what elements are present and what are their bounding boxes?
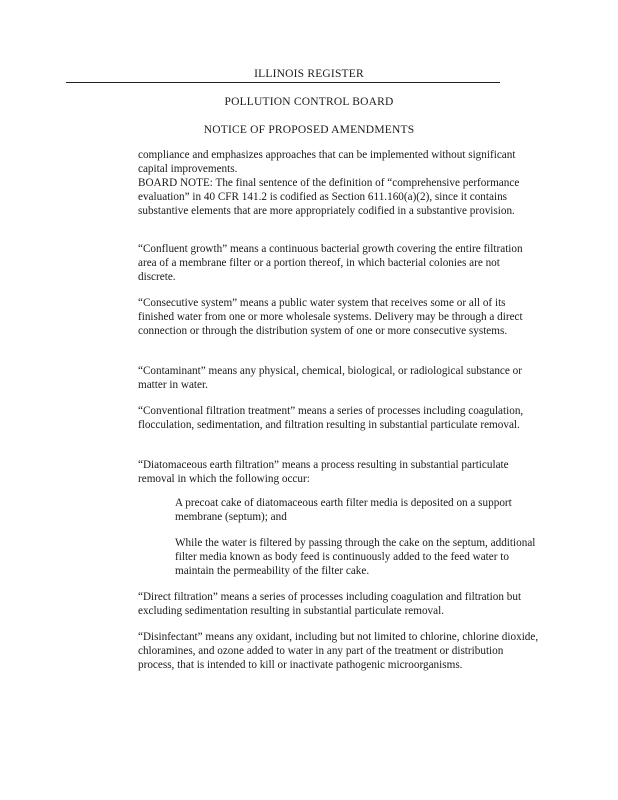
header-rule-main [150,82,500,83]
board-note-paragraph: BOARD NOTE: The final sentence of the definition of “comprehensive performance evaluation” in 40 CFR 141.2 is codified as Section 611.160(a)(2), since it contains substantive elements that are more appropriately codified in a substantive provision. [138,177,520,217]
definition-direct-filtration: “Direct filtration” means a series of processes including coagulation and filtration but excluding sedimentation resulting in substantial particulate removal. [138,591,522,617]
header-rule-left [66,82,150,83]
board-title: POLLUTION CONTROL BOARD [224,96,394,108]
register-title: ILLINOIS REGISTER [254,68,364,80]
definition-contaminant: “Contaminant” means any physical, chemical, biological, or radiological substance or matter in water. [138,365,522,391]
continuation-paragraph: compliance and emphasizes approaches that can be implemented without significant capital improvements. [138,149,516,175]
definition-confluent-growth: “Confluent growth” means a continuous bacterial growth covering the entire filtration area of a membrane filter or a portion thereof, in which bacterial colonies are not discrete. [138,243,523,283]
definition-consecutive-system: “Consecutive system” means a public water system that receives some or all of its finished water from one or more wholesale systems. Delivery may be through a direct connection or through the distribution system of one or more consecutive systems. [138,297,523,337]
diatomaceous-item-1: A precoat cake of diatomaceous earth filter media is deposited on a support membrane (septum); and [175,497,512,523]
diatomaceous-item-2: While the water is filtered by passing through the cake on the septum, additional filter media known as body feed is continuously added to the feed water to maintain the permeability of the filter cake. [175,537,536,577]
definition-conventional-filtration: “Conventional filtration treatment” means a series of processes including coagulation, flocculation, sedimentation, and filtration resulting in substantial particulate removal. [138,405,524,431]
notice-title: NOTICE OF PROPOSED AMENDMENTS [203,124,415,136]
definition-disinfectant: “Disinfectant” means any oxidant, including but not limited to chlorine, chlorine dioxide, chloramines, and ozone added to water in any part of the treatment or distribution process, that is intended to kill or inactivate pathogenic microorganisms. [138,631,539,671]
definition-diatomaceous-earth-filtration: “Diatomaceous earth filtration” means a process resulting in substantial particulate removal in which the following occur: [138,459,509,485]
